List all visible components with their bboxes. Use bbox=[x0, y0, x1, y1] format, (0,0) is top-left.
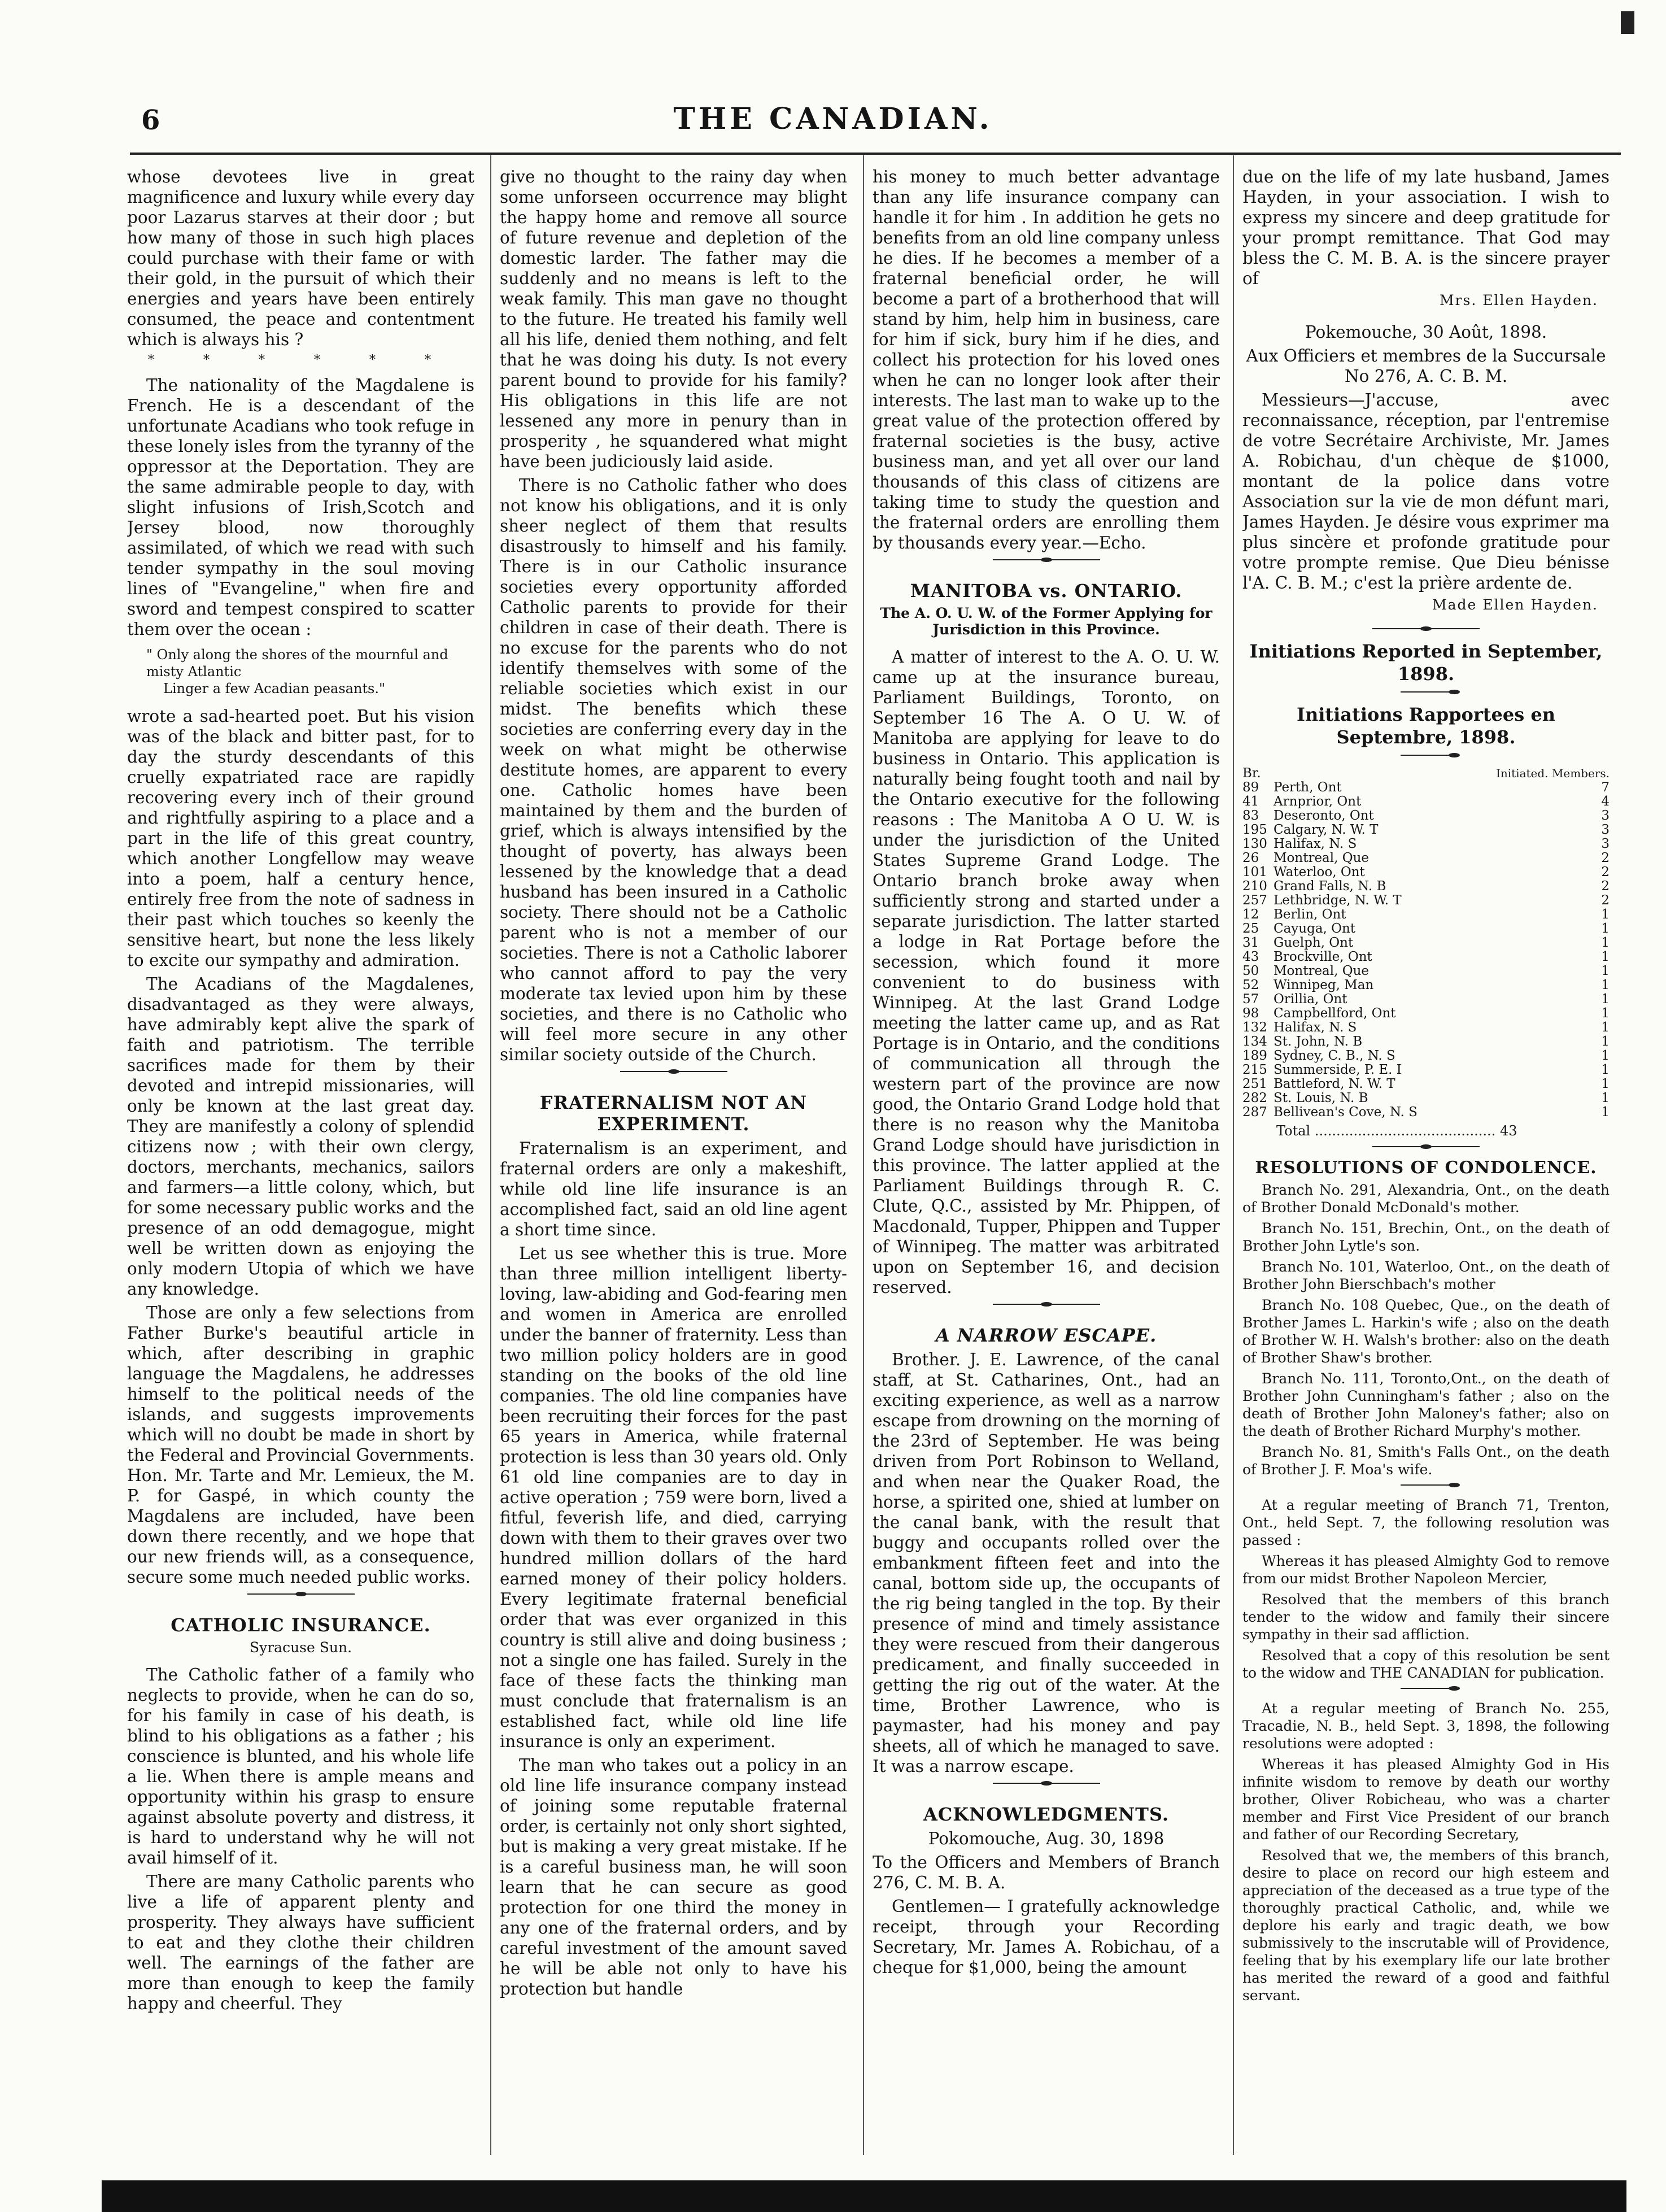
section-heading: RESOLUTIONS OF CONDOLENCE. bbox=[1255, 1158, 1597, 1178]
branch-place: Brockville, Ont bbox=[1274, 950, 1372, 964]
branch-number: 25 bbox=[1242, 921, 1259, 936]
table-row bbox=[1242, 879, 1610, 894]
initiated-count: 1 bbox=[1601, 1077, 1610, 1091]
table-row bbox=[1242, 1035, 1610, 1049]
branch-place: Orillia, Ont bbox=[1274, 992, 1347, 1007]
branch-number: 130 bbox=[1242, 837, 1267, 851]
branch-place: Bellivean's Cove, N. S bbox=[1274, 1105, 1418, 1120]
table-row bbox=[1242, 1091, 1610, 1105]
corner-mark bbox=[1621, 11, 1634, 34]
branch-place: Montreal, Que bbox=[1274, 851, 1370, 865]
address-line: To the Officers and Members of Branch 276, C. M. B. A. bbox=[873, 1853, 1220, 1892]
initiated-count: 3 bbox=[1601, 822, 1610, 837]
branch-number: 134 bbox=[1242, 1034, 1267, 1049]
column-4 bbox=[1242, 167, 1610, 2144]
branch-place: Calgary, N. W. T bbox=[1274, 822, 1379, 837]
section-heading: CATHOLIC INSURANCE. bbox=[171, 1614, 431, 1636]
address-line: Aux Officiers et membres de la Succursale No 276, A. C. B. M. bbox=[1246, 346, 1606, 386]
table-row bbox=[1242, 992, 1610, 1007]
branch-place: Halifax, N. S bbox=[1274, 837, 1357, 851]
initiated-count: 7 bbox=[1601, 780, 1610, 795]
table-row bbox=[1242, 964, 1610, 978]
branch-number: 31 bbox=[1242, 935, 1259, 950]
article-paragraph: There is no Catholic father who does not know his obligations, and it is only sheer neglect of them that results disastrously to himself and his family. There is in our Catholic insurance societies every opportunity afforded Catholic parents to provide for their children in case of their death. There is no excuse for the parents who do not identify themselves with some of the reliable societies which exist in our midst. The benefits which these societies are conferring every day in the week on what might be otherwise destitute homes, are apparent to every one. Catholic homes have been maintained by them and the burden of grief, which is always intensified by the thought of poverty, has always been lessened by the knowledge that a dead husband has been insured in a Catholic society. There should not be a Catholic parent who is not a member of our societies. There is not a Catholic laborer who cannot afford to pay the very moderate tax levied upon him by these societies, and there is no Catholic who will feel more secure in any other similar society outside of the Church. bbox=[500, 476, 847, 1064]
meeting-paragraph: Resolved that a copy of this resolution be sent to the widow and THE CANADIAN for publication. bbox=[1242, 1647, 1610, 1681]
total-label: Total bbox=[1276, 1123, 1311, 1139]
branch-place: St. Louis, N. B bbox=[1274, 1091, 1368, 1105]
article-paragraph: A matter of interest to the A. O. U. W. came up at the insurance bureau, Parliament Buildings, Toronto, on September 16 The A. O U. W. of Manitoba are applying for leave to do business in Ontario. This application is naturally being fought tooth and nail by the Ontario executive for the following reasons : The Manitoba A O U. W. is under the jurisdiction of the United States Supreme Grand Lodge. The Ontario branch broke away when sufficiently strong and started under a separate jurisdiction. The latter started a lodge in Rat Portage before the secession, which found it more convenient to do business with Winnipeg. At the last Grand Lodge meeting the latter came up, and as Rat Portage is in Ontario, and the conditions of communication all through the western part of the province are now good, the Ontario Grand Lodge hold that there is no reason why the Manitoba Grand Lodge should have jurisdiction in this province. The latter applied at the Parliament Buildings through R. C. Clute, Q.C., assisted by Mr. Phippen, of Macdonald, Tupper, Phippen and Tupper of Winnipeg. The matter was arbitrated upon on September 16, and decision reserved. bbox=[873, 647, 1220, 1297]
column-header-branch: Br. bbox=[1242, 766, 1261, 781]
meeting-paragraph: At a regular meeting of Branch No. 255, Tracadie, N. B., held Sept. 3, 1898, the following resolutions were adopted : bbox=[1242, 1700, 1610, 1752]
branch-number: 50 bbox=[1242, 964, 1259, 978]
bottom-scan-edge bbox=[102, 2180, 1626, 2212]
article-paragraph: Fraternalism is an experiment, and fraternal orders are only a makeshift, while old line life insurance is an accomplished fact, said an old line agent a short time since. bbox=[500, 1139, 847, 1239]
branch-number: 257 bbox=[1242, 893, 1267, 908]
article-paragraph: The Catholic father of a family who neglects to provide, when he can do so, for his family in case of his death, is blind to his obligations as a father ; his conscience is blunted, and his whole life a lie. When there is ample means and opportunity within his grasp to ensure against absolute poverty and distress, it is hard to understand why he will not avail himself of it. bbox=[127, 1665, 474, 1867]
resolution-item: Branch No. 111, Toronto,Ont., on the death of Brother John Cunningham's father ; also on the death of Brother John Maloney's father; also on the death of Brother Richard Murphy's mother. bbox=[1242, 1370, 1610, 1439]
initiated-count: 2 bbox=[1601, 893, 1610, 908]
article-paragraph: There are many Catholic parents who live a life of apparent plenty and prosperity. They always have sufficient to eat and they clothe their children well. The earnings of the father are more than enough to keep the family happy and cheerful. They bbox=[127, 1872, 474, 2013]
initiated-count: 1 bbox=[1601, 978, 1610, 992]
section-heading: Initiations Reported in September, 1898. bbox=[1249, 641, 1603, 685]
section-heading: Initiations Rapportees en Septembre, 1898. bbox=[1296, 704, 1556, 748]
table-row bbox=[1242, 1077, 1610, 1091]
branch-place: Montreal, Que bbox=[1274, 964, 1370, 978]
branch-number: 189 bbox=[1242, 1048, 1267, 1063]
article-paragraph: give no thought to the rainy day when some unforseen occurrence may blight the happy home and remove all source of future revenue and depletion of the domestic larder. The father may die suddenly and no means is left to the weak family. This man gave no thought to the future. He treated his family well all his life, denied them nothing, and felt that he was doing his duty. Is not every parent bound to provide for his family? His obligations in this life are not lessened any more in penury than in prosperity , he squandered what might have been judiciously laid aside. bbox=[500, 167, 847, 471]
initiated-count: 1 bbox=[1601, 1020, 1610, 1035]
branch-place: Grand Falls, N. B bbox=[1274, 879, 1386, 894]
initiated-count: 1 bbox=[1601, 921, 1610, 936]
meeting-paragraph: Resolved that we, the members of this branch, desire to place on record our high esteem and appreciation of the deceased as a true type of the thoroughly practical Catholic, and, while we deplore his early and tragic death, we bow submissively to the inscrutable will of Providence, feeling that by his exemplary life our late brother has merited the reward of a good and faithful servant. bbox=[1242, 1847, 1610, 2004]
table-row bbox=[1242, 1007, 1610, 1021]
table-row bbox=[1242, 795, 1610, 809]
branch-number: 89 bbox=[1242, 780, 1259, 795]
poem-quote bbox=[146, 646, 474, 697]
branch-place: Cayuga, Ont bbox=[1274, 921, 1356, 936]
meeting-paragraph: Whereas it has pleased Almighty God to remove from our midst Brother Napoleon Mercier, bbox=[1242, 1553, 1610, 1587]
column-rule bbox=[863, 155, 864, 2155]
branch-place: Perth, Ont bbox=[1274, 780, 1342, 795]
poem-line: Linger a few Acadian peasants." bbox=[163, 681, 386, 696]
section-divider bbox=[1401, 1483, 1451, 1487]
branch-number: 215 bbox=[1242, 1063, 1267, 1077]
initiated-count: 1 bbox=[1601, 1063, 1610, 1077]
branch-number: 195 bbox=[1242, 822, 1267, 837]
article-paragraph: Let us see whether this is true. More than three million intelligent liberty-loving, law-abiding and God-fearing men and women in America are enrolled under the banner of fraternity. Less than two million policy holders are in good standing on the books of the old line companies. The old line companies have been recruiting their forces for the past 65 years in America, while fraternal protection is less than 30 years old. Only 61 old line companies are to day in active operation ; 759 were born, lived a fitful, feverish life, and died, carrying down with them to their graves over two hundred million dollars of the hard earned money of their policy holders. Every legitimate fraternal beneficial order that was ever organized in this country is still alive and doing business ; not a single one has failed. Surely in the face of these facts the thinking man must conclude that fraternalism is an established fact, while old line life insurance is only an experiment. bbox=[500, 1244, 847, 1751]
table-row bbox=[1242, 978, 1610, 992]
branch-number: 26 bbox=[1242, 851, 1259, 865]
table-row bbox=[1242, 837, 1610, 851]
branch-number: 282 bbox=[1242, 1091, 1267, 1105]
initiated-count: 4 bbox=[1601, 794, 1610, 809]
article-paragraph: The Acadians of the Magdalenes, disadvantaged as they were always, have admirably kept alive the spark of faith and patriotism. The terrible sacrifices made for them by their devoted and intrepid missionaries, will only be known at the last great day. They are manifestly a colony of splendid citizens now ; with their own clergy, doctors, merchants, mechanics, sailors and farmers—a little colony, which, but for some necessary public works and the presence of an odd demagogue, might well be written down as enjoying the only modern Utopia of which we have any knowledge. bbox=[127, 974, 474, 1299]
dateline: Pokomouche, Aug. 30, 1898 bbox=[928, 1829, 1165, 1848]
table-total: Total .......................................... 43 bbox=[1276, 1123, 1517, 1139]
section-heading: MANITOBA vs. ONTARIO. bbox=[910, 580, 1183, 602]
branch-place: Battleford, N. W. T bbox=[1274, 1077, 1395, 1091]
table-row bbox=[1242, 1021, 1610, 1035]
branch-place: Arnprior, Ont bbox=[1274, 794, 1362, 809]
branch-place: Waterloo, Ont bbox=[1274, 865, 1365, 879]
branch-place: Winnipeg, Man bbox=[1274, 978, 1374, 992]
branch-number: 83 bbox=[1242, 808, 1259, 823]
table-row bbox=[1242, 823, 1610, 837]
meeting-paragraph: Whereas it has pleased Almighty God in His infinite wisdom to remove by death our worthy brother, Oliver Robicheau, who was a charter member and First Vice President of our branch and father of our Recording Secretary, bbox=[1242, 1756, 1610, 1843]
table-header-row bbox=[1242, 767, 1610, 781]
article-paragraph: Gentlemen— I gratefully acknowledge receipt, through your Recording Secretary, Mr. James A. Robichau, of a cheque for $1,000, being the amount bbox=[873, 1897, 1220, 1977]
column-2 bbox=[500, 167, 847, 2144]
resolution-item: Branch No. 101, Waterloo, Ont., on the death of Brother John Bierschbach's mother bbox=[1242, 1259, 1610, 1292]
branch-number: 101 bbox=[1242, 865, 1267, 879]
column-header-initiated: Initiated. Members. bbox=[1495, 767, 1610, 780]
column-3 bbox=[873, 167, 1220, 2144]
section-divider bbox=[1372, 626, 1480, 631]
header-rule bbox=[130, 153, 1621, 155]
table-row bbox=[1242, 1063, 1610, 1077]
initiations-table bbox=[1242, 767, 1610, 1120]
page-number: 6 bbox=[141, 104, 160, 136]
branch-place: Halifax, N. S bbox=[1274, 1020, 1357, 1035]
resolution-item: Branch No. 151, Brechin, Ont., on the death of Brother John Lytle's son. bbox=[1242, 1220, 1610, 1254]
initiated-count: 1 bbox=[1601, 1105, 1610, 1120]
article-paragraph: The nationality of the Magdalene is French. He is a descendant of the unfortunate Acadians who took refuge in these lonely isles from the tyranny of the oppressor at the Deportation. They are the same admirable people to day, with slight infusions of Irish,Scotch and Jersey blood, now thoroughly assimilated, of which we read with such tender sympathy in the soul moving lines of "Evangeline," when fire and sword and tempest conspired to scatter them over the ocean : bbox=[127, 376, 474, 639]
branch-number: 98 bbox=[1242, 1006, 1259, 1021]
branch-number: 43 bbox=[1242, 950, 1259, 964]
table-row bbox=[1242, 851, 1610, 865]
section-divider bbox=[993, 1302, 1100, 1307]
initiated-count: 1 bbox=[1601, 992, 1610, 1007]
table-row bbox=[1242, 1105, 1610, 1120]
table-row bbox=[1242, 809, 1610, 823]
initiated-count: 1 bbox=[1601, 964, 1610, 978]
initiated-count: 2 bbox=[1601, 879, 1610, 894]
section-subheading: The A. O. U. W. of the Former Applying for Jurisdiction in this Province. bbox=[880, 605, 1213, 638]
table-row bbox=[1242, 908, 1610, 922]
branch-number: 41 bbox=[1242, 794, 1259, 809]
initiated-count: 1 bbox=[1601, 1091, 1610, 1105]
initiated-count: 1 bbox=[1601, 1034, 1610, 1049]
branch-place: Lethbridge, N. W. T bbox=[1274, 893, 1402, 908]
branch-place: St. John, N. B bbox=[1274, 1034, 1363, 1049]
section-heading: A NARROW ESCAPE. bbox=[935, 1325, 1157, 1346]
resolution-item: Branch No. 108 Quebec, Que., on the death of Brother James L. Harkin's wife ; also on the death of Brother W. H. Walsh's brother: also on the death of Brother Shaw's brother. bbox=[1242, 1297, 1610, 1366]
article-paragraph: Those are only a few selections from Father Burke's beautiful article in which, after describing in graphic language the Magdalens, he addresses himself to the political needs of the islands, and suggests improvements which will no doubt be made in short by the Federal and Provincial Governments. Hon. Mr. Tarte and Mr. Lemieux, the M. P. for Gaspé, in which county the Magdalens are included, have been down there recently, and we hope that our new friends will, as a consequence, secure some much needed public works. bbox=[127, 1303, 474, 1587]
poem-line: " Only along the shores of the mournful and misty Atlantic bbox=[146, 647, 448, 680]
article-paragraph: due on the life of my late husband, James Hayden, in your association. I wish to express my sincere and deep gratitude for your prompt remittance. That God may bless the C. M. B. A. is the sincere prayer of bbox=[1242, 167, 1610, 288]
branch-place: Guelph, Ont bbox=[1274, 935, 1354, 950]
newspaper-title: THE CANADIAN. bbox=[673, 102, 993, 136]
meeting-paragraph: At a regular meeting of Branch 71, Trenton, Ont., held Sept. 7, the following resolution was passed : bbox=[1242, 1497, 1610, 1548]
initiated-count: 1 bbox=[1601, 1006, 1610, 1021]
branch-number: 210 bbox=[1242, 879, 1267, 894]
section-stars: * * * * * * bbox=[148, 353, 453, 367]
signature: Mrs. Ellen Hayden. bbox=[1439, 292, 1598, 308]
initiated-count: 1 bbox=[1601, 935, 1610, 950]
branch-number: 12 bbox=[1242, 907, 1259, 922]
initiated-count: 1 bbox=[1601, 907, 1610, 922]
column-1 bbox=[127, 167, 474, 2144]
initiated-count: 3 bbox=[1601, 808, 1610, 823]
branch-place: Berlin, Ont bbox=[1274, 907, 1346, 922]
section-divider bbox=[1401, 690, 1451, 694]
section-divider bbox=[993, 1781, 1100, 1786]
column-rule bbox=[1233, 155, 1234, 2155]
initiated-count: 1 bbox=[1601, 950, 1610, 964]
source-credit: Syracuse Sun. bbox=[249, 1639, 352, 1656]
section-heading: FRATERNALISM NOT AN EXPERIMENT. bbox=[539, 1092, 808, 1135]
branch-number: 52 bbox=[1242, 978, 1259, 992]
branch-place: Summerside, P. E. I bbox=[1274, 1063, 1402, 1077]
article-paragraph: Messieurs—J'accuse, avec reconnaissance, réception, par l'entremise de votre Secrétaire Archiviste, Mr. James A. Robichau, d'un chèque de $1000, montant de la police dans votre Association sur la vie de mon défunt mari, James Hayden. Je désire vous exprimer ma plus sincère et profonde gratitude pour votre prompte remise. Que Dieu bénisse l'A. C. B. M.; c'est la prière ardente de. bbox=[1242, 390, 1610, 593]
section-divider bbox=[247, 1592, 355, 1596]
article-paragraph: his money to much better advantage than any life insurance company can handle it for him . In addition he gets no benefits from an old line company unless he dies. If he becomes a member of a fraternal beneficial order, he will become a part of a brotherhood that will stand by him, help him in business, care for him if sick, bury him if he dies, and collect his protection for his loved ones when he can no longer look after their interests. The last man to wake up to the great value of the protection offered by fraternal societies is the busy, active business man, and yet all over our land thousands of this class of citizens are taking time to study the question and the fraternal orders are enrolling them by thousands every year.—Echo. bbox=[873, 167, 1220, 552]
table-row bbox=[1242, 1049, 1610, 1063]
article-paragraph: wrote a sad-hearted poet. But his vision was of the black and bitter past, for to day the sturdy descendants of this cruelly expatriated race are rapidly recovering every inch of their ground and rightfully aspiring to a place and a part in the life of this great country, which another Longfellow may weave into a poem, half a century hence, entirely free from the note of sadness in their past which touches so keenly the sensitive heart, but none the less likely to excite our sympathy and admiration. bbox=[127, 707, 474, 970]
branch-number: 132 bbox=[1242, 1020, 1267, 1035]
table-row bbox=[1242, 950, 1610, 964]
initiated-count: 1 bbox=[1601, 1048, 1610, 1063]
table-row bbox=[1242, 936, 1610, 950]
section-divider bbox=[1401, 1686, 1451, 1691]
section-divider bbox=[1401, 753, 1451, 757]
initiated-count: 2 bbox=[1601, 865, 1610, 879]
initiated-count: 2 bbox=[1601, 851, 1610, 865]
column-rule bbox=[490, 155, 491, 2155]
branch-number: 57 bbox=[1242, 992, 1259, 1007]
resolution-item: Branch No. 81, Smith's Falls Ont., on the death of Brother J. F. Moa's wife. bbox=[1242, 1444, 1610, 1478]
section-heading: ACKNOWLEDGMENTS. bbox=[923, 1804, 1170, 1825]
section-divider bbox=[620, 1069, 727, 1074]
initiated-count: 3 bbox=[1601, 837, 1610, 851]
branch-number: 251 bbox=[1242, 1077, 1267, 1091]
table-row bbox=[1242, 865, 1610, 879]
signature: Made Ellen Hayden. bbox=[1432, 596, 1598, 613]
meeting-paragraph: Resolved that the members of this branch tender to the widow and family their sincere sympathy in their sad affliction. bbox=[1242, 1591, 1610, 1643]
total-value: 43 bbox=[1499, 1123, 1517, 1139]
branch-place: Sydney, C. B., N. S bbox=[1274, 1048, 1395, 1063]
section-divider bbox=[1372, 1144, 1480, 1149]
branch-number: 287 bbox=[1242, 1105, 1267, 1120]
initiations-table-body bbox=[1242, 767, 1610, 1120]
table-row bbox=[1242, 922, 1610, 936]
table-row bbox=[1242, 894, 1610, 908]
table-row bbox=[1242, 781, 1610, 795]
branch-place: Deseronto, Ont bbox=[1274, 808, 1374, 823]
section-divider bbox=[993, 558, 1100, 562]
branch-place: Campbellford, Ont bbox=[1274, 1006, 1396, 1021]
page-header bbox=[0, 102, 1666, 147]
resolution-item: Branch No. 291, Alexandria, Ont., on the death of Brother Donald McDonald's mother. bbox=[1242, 1182, 1610, 1216]
article-paragraph: The man who takes out a policy in an old line life insurance company instead of joining some reputable fraternal order, is certainly not only short sighted, but is making a very great mistake. If he is a careful business man, he will soon learn that he can secure as good protection for one third the money in any one of the fraternal orders, and by careful investment of the amount saved he will be able not only to have his protection but handle bbox=[500, 1756, 847, 1998]
dateline: Pokemouche, 30 Août, 1898. bbox=[1305, 323, 1547, 342]
article-paragraph: whose devotees live in great magnificence and luxury while every day poor Lazarus starves at their door ; but how many of those in such high places could purchase with their fame or with their gold, in the pursuit of which their energies and years have been entirely consumed, the peace and contentment which is always his ? bbox=[127, 167, 474, 349]
article-paragraph: Brother. J. E. Lawrence, of the canal staff, at St. Catharines, Ont., had an exciting experience, as well as a narrow escape from drowning on the morning of the 23rd of September. He was being driven from Port Robinson to Welland, and when near the Quaker Road, the horse, a spirited one, shied at lumber on the canal bank, with the result that buggy and occupants rolled over the embankment fifteen feet and into the canal, bottom side up, the occupants of the rig being tangled in the top. By their presence of mind and timely assistance they were rescued from their dangerous predicament, and finally succeeded in getting the rig out of the water. At the time, Brother Lawrence, who is paymaster, had his money and pay sheets, all of which he managed to save. It was a narrow escape. bbox=[873, 1350, 1220, 1776]
